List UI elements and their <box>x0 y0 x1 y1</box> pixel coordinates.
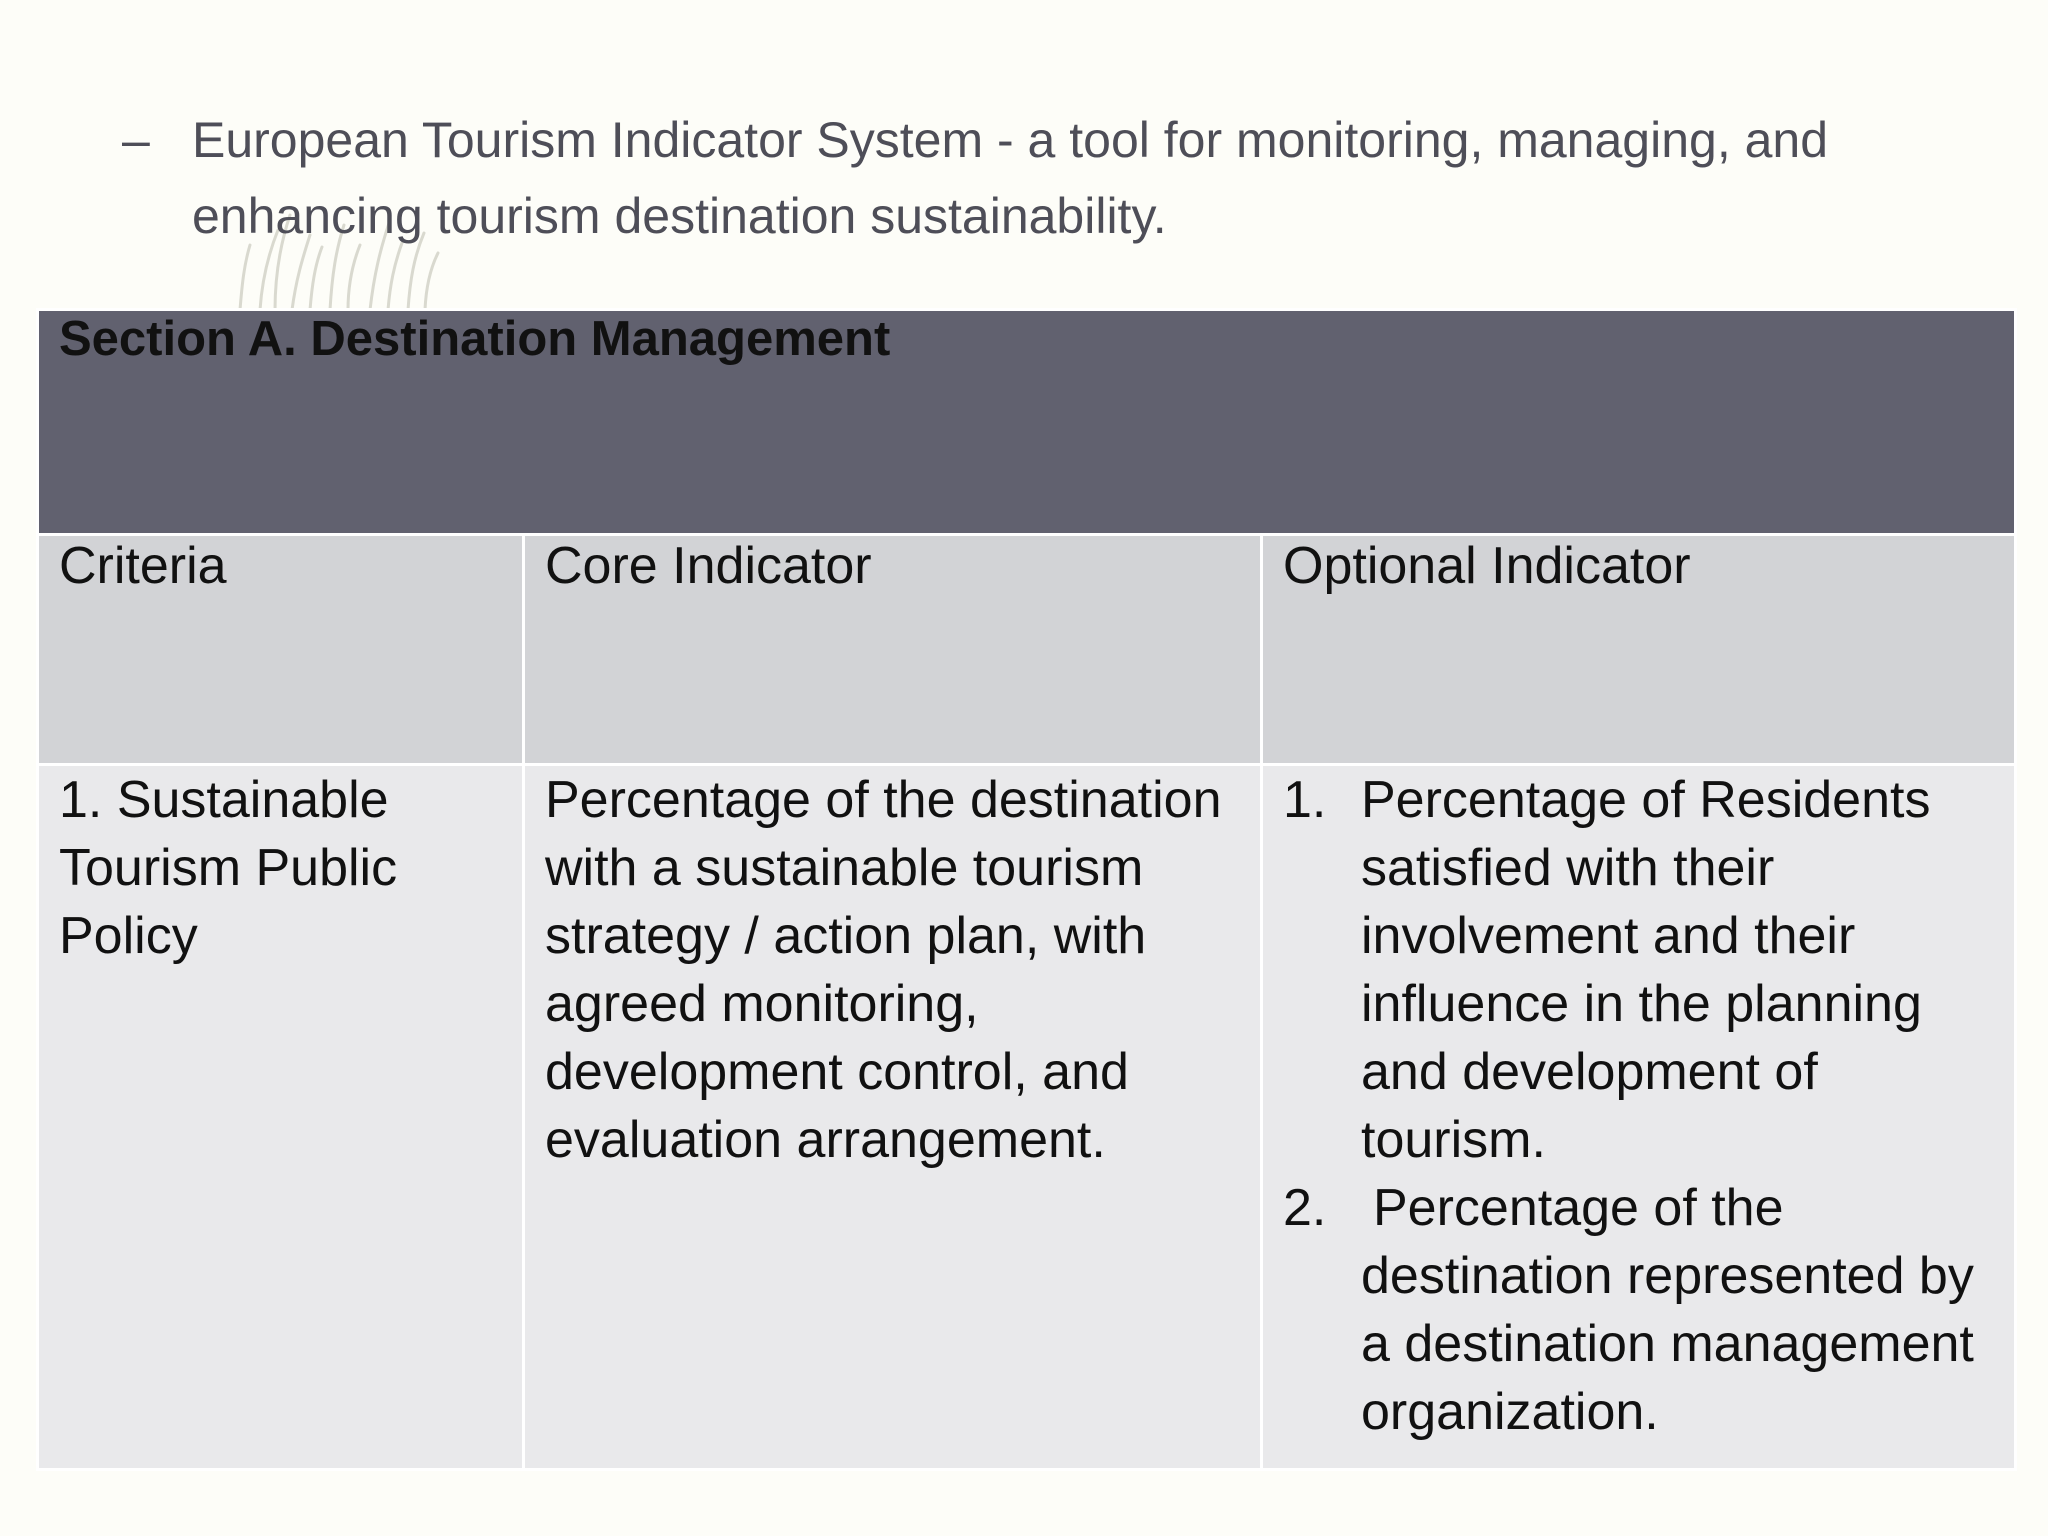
header-optional-indicator: Optional Indicator <box>1262 535 2016 765</box>
list-item-text: Percentage of the destination represented by a destination management organization. <box>1361 1179 1974 1441</box>
header-criteria: Criteria <box>38 535 524 765</box>
table-row <box>38 765 2016 1470</box>
list-item-number: 2. <box>1283 1179 1327 1237</box>
cell-core-indicator: Percentage of the destination with a sustainable tourism strategy / action plan, with agreed monitoring, development control, and evaluation arrangement. <box>524 765 1262 1470</box>
intro-text: European Tourism Indicator System - a tool for monitoring, managing, and enhancing tourism destination sustainability. <box>192 112 1829 244</box>
optional-indicator-list <box>1283 766 1994 1446</box>
header-core-indicator: Core Indicator <box>524 535 1262 765</box>
cell-optional-indicator <box>1262 765 2016 1470</box>
intro-bullet <box>122 102 1942 254</box>
section-header-row <box>38 310 2016 535</box>
cell-criteria: 1. Sustainable Tourism Public Policy <box>38 765 524 1470</box>
indicator-table <box>36 308 2017 1471</box>
list-item-number: 1. <box>1283 771 1327 829</box>
list-item <box>1283 766 1994 1174</box>
list-item-text: Percentage of Residents satisfied with their involvement and their influence in the planning and development of tourism. <box>1361 771 1931 1169</box>
column-header-row <box>38 535 2016 765</box>
section-title: Section A. Destination Management <box>38 310 2016 535</box>
dash-bullet: – <box>122 112 150 168</box>
list-item <box>1283 1174 1994 1446</box>
